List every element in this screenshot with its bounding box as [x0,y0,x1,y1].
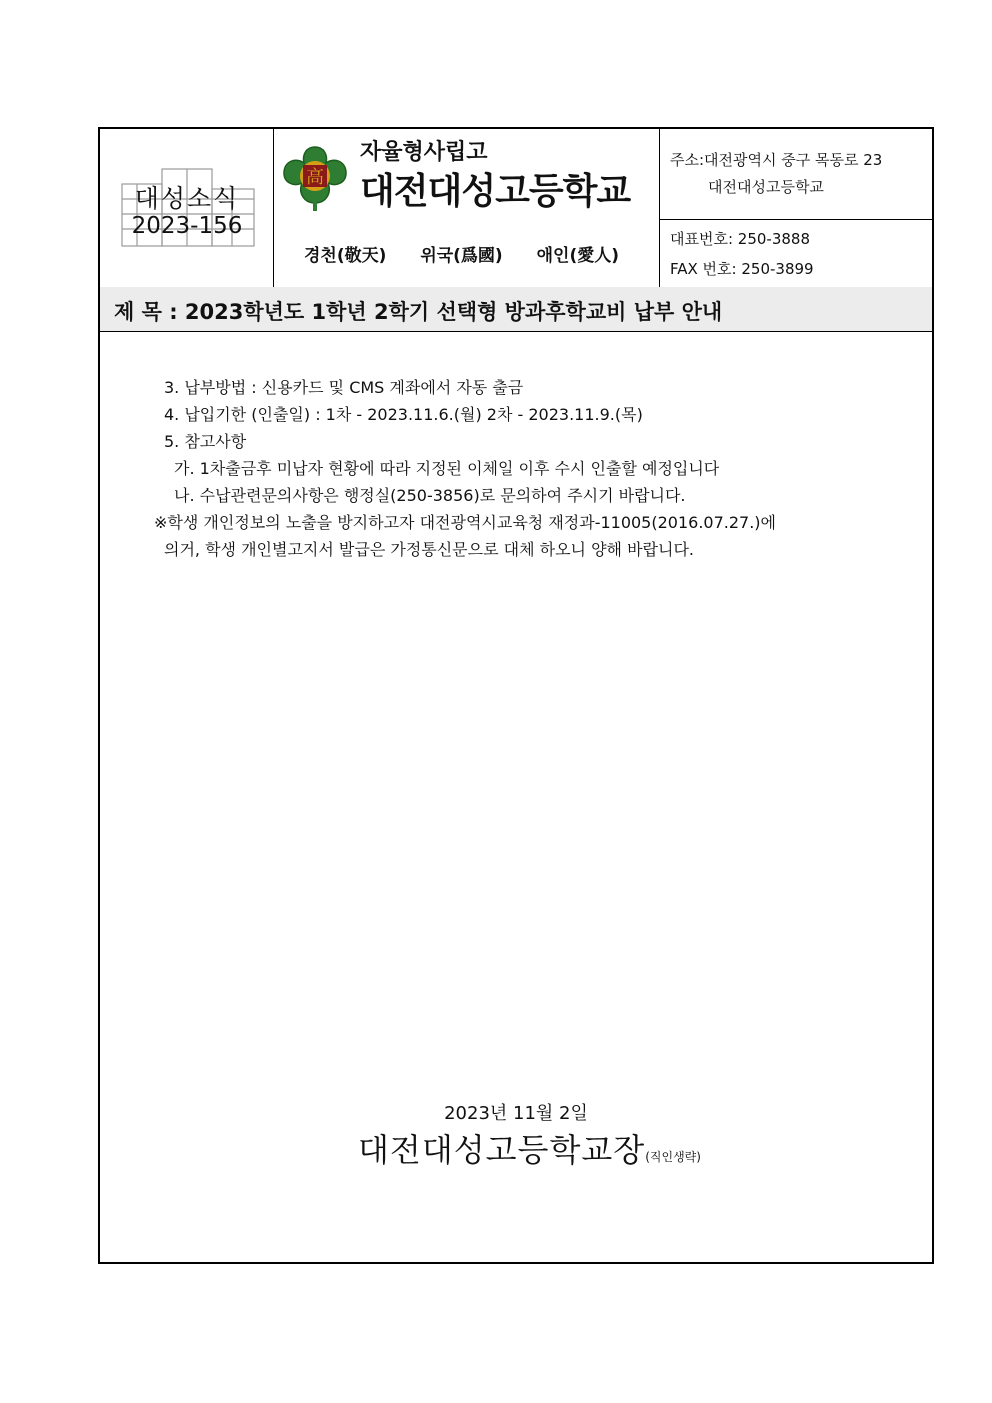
phone-number: 대표번호: 250-3888 [670,230,810,248]
seal-note: (직인생략) [645,1150,701,1164]
body-line: 의거, 학생 개인별고지서 발급은 가정통신문으로 대체 하오니 양해 바랍니다. [164,540,694,559]
notice-title: 제 목 : 2023학년도 1학년 2학기 선택형 방과후학교비 납부 안내 [114,300,723,324]
issue-name: 대성소식 [134,184,240,213]
header-row [100,129,932,288]
issue-date: 2023년 11월 2일 [444,1103,588,1124]
issue-cell [100,129,274,287]
body-line: 나. 수납관련문의사항은 행정실(250-3856)로 문의하여 주시기 바랍니다. [174,486,686,505]
emblem-text: 高 [306,167,324,188]
body-line: 4. 납입기한 (인출일) : 1차 - 2023.11.6.(월) 2차 - 2023.11.9.(목) [164,405,643,424]
issue-number: 2023-156 [131,213,243,239]
signer [358,1125,701,1171]
motto-2: 위국(爲國) [420,246,503,266]
school-cell [274,129,660,287]
school-mottos [304,241,647,266]
body-line: 3. 납부방법 : 신용카드 및 CMS 계좌에서 자동 출금 [164,378,524,397]
notice-frame [98,127,934,1264]
school-type: 자율형사립고 [360,140,488,165]
address-block [660,129,932,220]
title-row [100,287,932,332]
address-line-2: 대전대성고등학교 [708,178,824,196]
body-line: 가. 1차출금후 미납자 현황에 따라 지정된 이체일 이후 수시 인출할 예정입니다 [174,459,720,478]
address-line-1: 주소:대전광역시 중구 목동로 23 [670,151,883,169]
fax-number: FAX 번호: 250-3899 [670,260,814,278]
body-line: ※학생 개인정보의 노출을 방지하고자 대전광역시교육청 재정과-11005(2016.07.27.)에 [154,513,777,532]
body-line: 5. 참고사항 [164,432,247,451]
signer-name: 대전대성고등학교장 [358,1131,646,1169]
school-emblem-icon [276,143,354,213]
motto-1: 경천(敬天) [304,246,387,266]
motto-3: 애인(愛人) [536,246,620,266]
school-name: 대전대성고등학교 [360,171,631,212]
contact-cell [660,129,932,287]
